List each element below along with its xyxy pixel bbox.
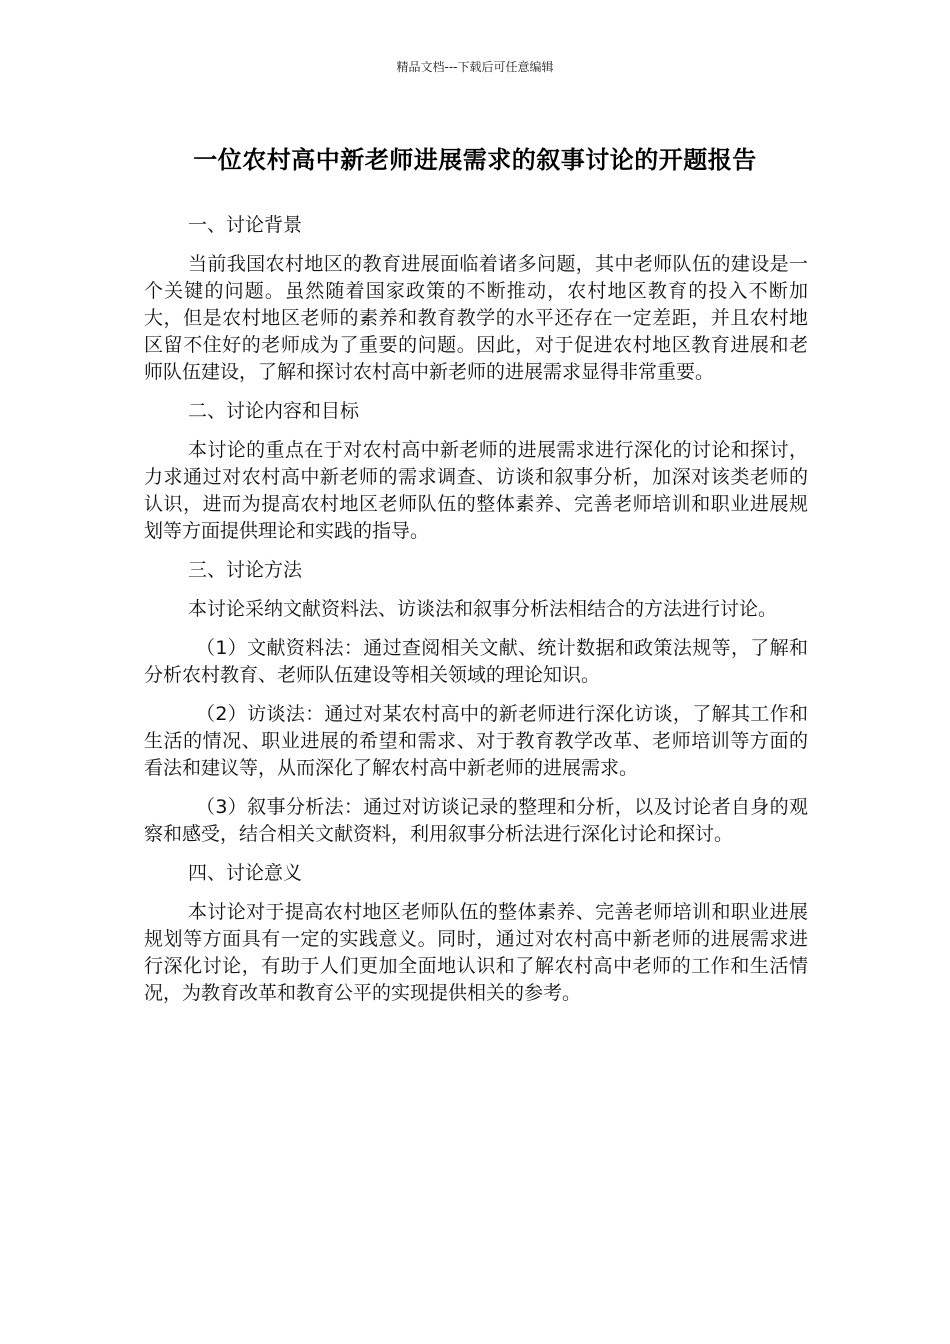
paragraph: 本讨论对于提高农村地区老师队伍的整体素养、完善老师培训和职业进展规划等方面具有一定的实践意义。同时，通过对农村高中新老师的进展需求进行深化讨论，有助于人们更加全面地认识和了解农村高中老师的工作和生活情况，为教育改革和教育公平的实现提供相关的参考。 — [144, 901, 808, 1004]
section-heading: 四、讨论意义 — [188, 862, 303, 884]
method-item: （1）文献资料法：通过查阅相关文献、统计数据和政策法规等，了解和分析农村教育、老师队伍建设等相关领域的理论知识。 — [144, 637, 808, 686]
document-title: 一位农村高中新老师进展需求的叙事讨论的开题报告 — [193, 146, 757, 174]
section-heading: 三、讨论方法 — [188, 559, 303, 581]
method-item: （2）访谈法：通过对某农村高中的新老师进行深化访谈，了解其工作和生活的情况、职业进展的希望和需求、对于教育教学改革、老师培训等方面的看法和建议等，从而深化了解农村高中新老师的进展需求。 — [144, 703, 808, 779]
section-methods — [144, 557, 808, 848]
section-significance — [144, 860, 808, 1007]
paragraph: 本讨论采纳文献资料法、访谈法和叙事分析法相结合的方法进行讨论。 — [188, 598, 778, 620]
paragraph: 当前我国农村地区的教育进展面临着诸多问题，其中老师队伍的建设是一个关键的问题。虽然随着国家政策的不断推动，农村地区教育的投入不断加大，但是农村地区老师的素养和教育教学的水平还存在一定差距，并且农村地区留不住好的老师成为了重要的问题。因此，对于促进农村地区教育进展和老师队伍建设，了解和探讨农村高中新老师的进展需求显得非常重要。 — [144, 253, 808, 383]
section-content-goals — [144, 398, 808, 545]
document-body — [144, 212, 808, 1019]
paragraph: 本讨论的重点在于对农村高中新老师的进展需求进行深化的讨论和探讨，力求通过对农村高中新老师的需求调查、访谈和叙事分析，加深对该类老师的认识，进而为提高农村地区老师队伍的整体素养、完善老师培训和职业进展规划等方面提供理论和实践的指导。 — [144, 439, 808, 542]
section-heading: 二、讨论内容和目标 — [188, 400, 360, 422]
page-header: 精品文档---下载后可任意编辑 — [396, 60, 554, 74]
method-item: （3）叙事分析法：通过对访谈记录的整理和分析，以及讨论者自身的观察和感受，结合相关文献资料，利用叙事分析法进行深化讨论和探讨。 — [144, 796, 808, 845]
section-background — [144, 212, 808, 386]
section-heading: 一、讨论背景 — [188, 214, 303, 236]
